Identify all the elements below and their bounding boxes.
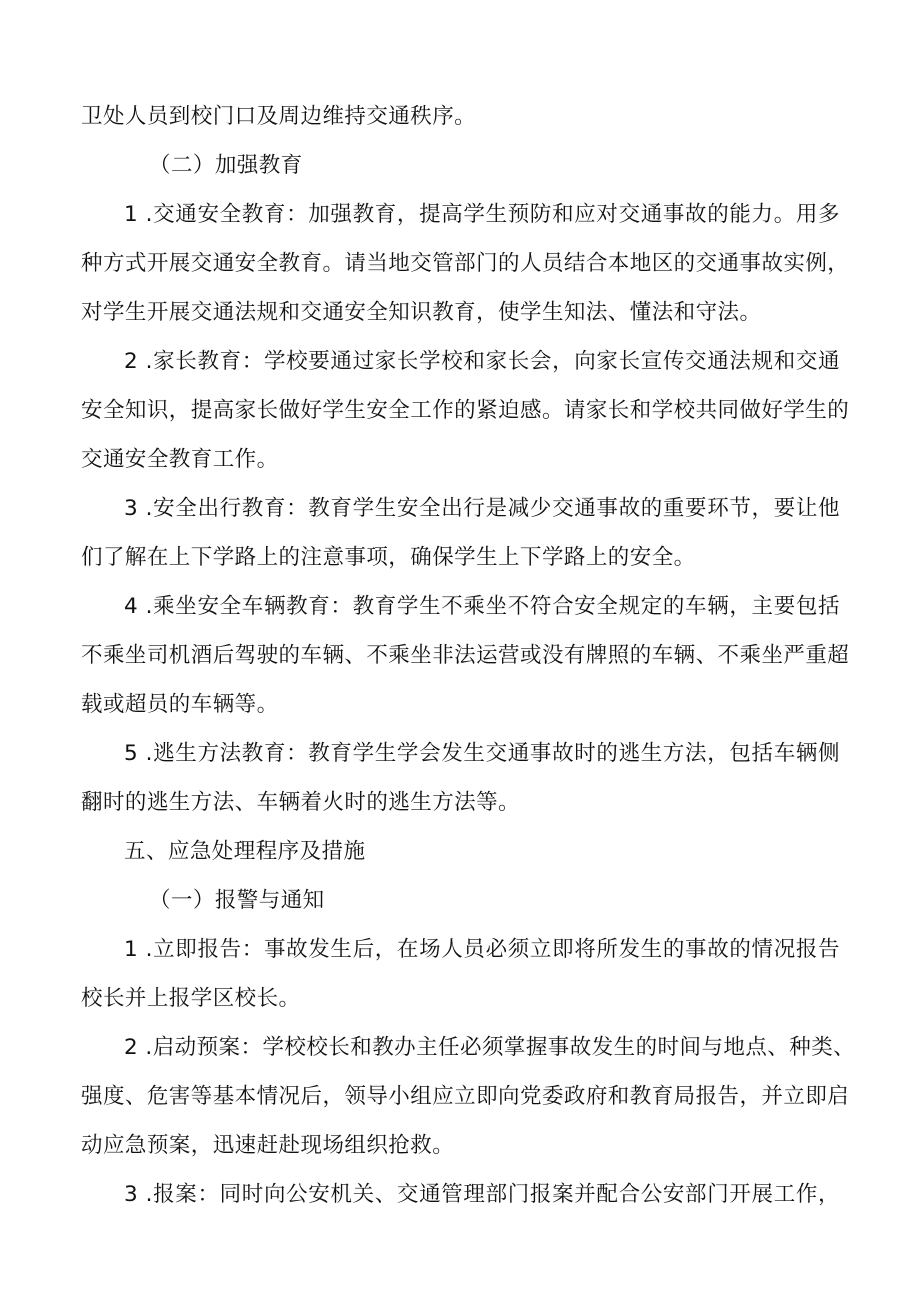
step-immediate-report: 1 .立即报告：事故发生后，在场人员必须立即将所发生的事故的情况报告 (124, 937, 840, 962)
paragraph-line: 们了解在上下学路上的注意事项，确保学生上下学路上的安全。 (81, 545, 696, 570)
paragraph-line: 安全知识，提高家长做好学生安全工作的紧迫感。请家长和学校共同做好学生的 (81, 398, 850, 423)
item-escape-method-education: 5 .逃生方法教育：教育学生学会发生交通事故时的逃生方法，包括车辆侧 (124, 741, 840, 766)
section-heading-emergency-procedures: 五、应急处理程序及措施 (124, 839, 366, 864)
item-traffic-safety-education: 1 .交通安全教育：加强教育，提高学生预防和应对交通事故的能力。用多 (124, 202, 840, 227)
subheading-strengthen-education: （二）加强教育 (149, 153, 303, 178)
paragraph-line: 交通安全教育工作。 (81, 447, 279, 472)
paragraph-line: 动应急预案，迅速赶赴现场组织抢救。 (81, 1133, 455, 1158)
item-safe-vehicle-education: 4 .乘坐安全车辆教育：教育学生不乘坐不符合安全规定的车辆，主要包括 (124, 594, 840, 619)
step-activate-plan: 2 .启动预案：学校校长和教办主任必须掌握事故发生的时间与地点、种类、 (124, 1035, 856, 1060)
paragraph-line: 卫处人员到校门口及周边维持交通秩序。 (81, 104, 477, 129)
paragraph-line: 种方式开展交通安全教育。请当地交管部门的人员结合本地区的交通事故实例， (81, 251, 850, 276)
subheading-alarm-and-notice: （一）报警与通知 (149, 888, 325, 913)
paragraph-line: 载或超员的车辆等。 (81, 692, 279, 717)
item-parent-education: 2 .家长教育：学校要通过家长学校和家长会，向家长宣传交通法规和交通 (124, 349, 840, 374)
paragraph-line: 对学生开展交通法规和交通安全知识教育，使学生知法、懂法和守法。 (81, 300, 762, 325)
paragraph-line: 不乘坐司机酒后驾驶的车辆、不乘坐非法运营或没有牌照的车辆、不乘坐严重超 (81, 643, 850, 668)
paragraph-line: 强度、危害等基本情况后，领导小组应立即向党委政府和教育局报告，并立即启 (81, 1084, 850, 1109)
paragraph-line: 翻时的逃生方法、车辆着火时的逃生方法等。 (81, 790, 521, 815)
paragraph-line: 校长并上报学区校长。 (81, 986, 301, 1011)
step-police-report: 3 .报案：同时向公安机关、交通管理部门报案并配合公安部门开展工作， (124, 1182, 840, 1207)
item-safe-travel-education: 3 .安全出行教育：教育学生安全出行是减少交通事故的重要环节，要让他 (124, 496, 840, 521)
